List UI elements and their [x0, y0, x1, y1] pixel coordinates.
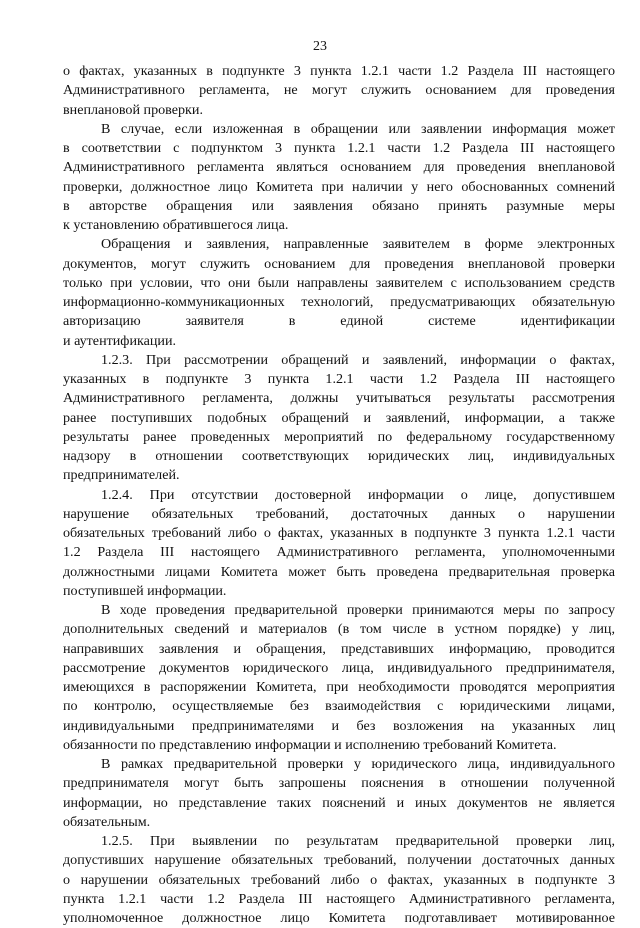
text-line: допустивших нарушение обязательных требований, получении достаточных данных	[63, 852, 615, 869]
text-line: результаты ранее проведенных мероприятий по федеральному государственному	[63, 428, 615, 445]
text-line: Административного регламента, должны учитываться результаты рассмотрения	[63, 390, 615, 407]
text-line: уполномоченное должностное лицо Комитета подготавливает мотивированное	[63, 910, 615, 926]
text-line: имеющихся в распоряжении Комитета, при необходимости проводятся мероприятия	[63, 679, 615, 695]
paragraph	[63, 235, 615, 351]
text-line: проверки, должностное лицо Комитета при наличии у него обоснованных сомнений	[63, 178, 615, 195]
text-line: внеплановой проверки.	[63, 101, 203, 118]
text-line: дополнительных сведений и материалов (в том числе в устном порядке) у лиц,	[63, 621, 615, 638]
paragraph	[63, 601, 615, 755]
text-line: направивших заявления и обращения, представивших информацию, проводится	[63, 640, 615, 657]
paragraph	[63, 832, 615, 928]
text-line: обязательным.	[63, 813, 151, 830]
text-line: Административного регламента, не могут служить основанием для проведения	[63, 82, 615, 99]
text-line: пункта 1.2.1 части 1.2 Раздела III настоящего Административного регламента,	[63, 890, 615, 907]
text-line: документов, могут служить основанием для проведения внеплановой проверки	[63, 255, 615, 272]
paragraph	[63, 351, 615, 486]
text-line: в авторстве обращения или заявления обязано принять разумные меры	[63, 197, 615, 214]
document-body	[63, 62, 615, 928]
paragraph	[63, 120, 615, 236]
paragraph	[63, 486, 615, 602]
text-line: поступившей информации.	[63, 582, 227, 599]
text-line: Административного регламента являться основанием для проведения внеплановой	[63, 159, 615, 176]
text-line: индивидуальными предпринимателями и без возложения на указанных лиц	[63, 717, 615, 734]
text-line: должностными лицами Комитета может быть проведена предварительная проверка	[63, 563, 615, 580]
text-line: рассмотрение документов юридического лица, индивидуального предпринимателя,	[63, 659, 615, 676]
text-line: В рамках предварительной проверки у юридического лица, индивидуального	[101, 756, 615, 772]
paragraph	[63, 755, 615, 832]
text-line: авторизацию заявителя в единой системе идентификации	[63, 313, 615, 330]
text-line: В ходе проведения предварительной проверки принимаются меры по запросу	[101, 602, 615, 618]
text-line: 1.2.5. При выявлении по результатам предварительной проверки лиц,	[101, 833, 615, 849]
text-line: надзору в отношении соответствующих юридических лиц, индивидуальных	[63, 448, 615, 464]
text-line: только при условии, что они были направлены заявителем с использованием средств	[63, 274, 615, 291]
text-line: 1.2 Раздела III настоящего Административного регламента, уполномоченными	[63, 544, 615, 561]
text-line: о нарушении обязательных требований либо о фактах, указанных в подпункте 3	[63, 871, 615, 888]
text-line: о фактах, указанных в подпункте 3 пункта 1.2.1 части 1.2 Раздела III настоящего	[63, 63, 615, 79]
text-line: 1.2.3. При рассмотрении обращений и заявлений, информации о фактах,	[101, 351, 615, 368]
text-line: ранее поступивших подобных обращений и заявлений, информации, а также	[63, 409, 615, 426]
text-line: предпринимателя могут быть запрошены пояснения в отношении полученной	[63, 775, 615, 792]
text-line: к установлению обратившегося лица.	[63, 217, 289, 233]
text-line: 1.2.4. При отсутствии достоверной информации о лице, допустившем	[101, 486, 615, 503]
text-line: информации, но представление таких пояснений и иных документов не является	[63, 794, 615, 811]
text-line: В случае, если изложенная в обращении или заявлении информация может	[101, 120, 615, 137]
paragraph	[63, 62, 615, 120]
text-line: указанных в подпункте 3 пункта 1.2.1 части 1.2 Раздела III настоящего	[63, 371, 615, 387]
text-line: в соответствии с подпунктом 3 пункта 1.2.1 части 1.2 Раздела III настоящего	[63, 140, 615, 156]
text-line: по контролю, осуществляемые без взаимодействия с юридическими лицами,	[63, 698, 615, 715]
text-line: предпринимателей.	[63, 467, 180, 484]
page-number: 23	[313, 39, 327, 54]
text-line: информационно-коммуникационных технологий, предусматривающих обязательную	[63, 294, 615, 310]
text-line: нарушение обязательных требований, достаточных данных о нарушении	[63, 505, 615, 522]
text-line: обязанности по представлению информации и исполнению требований Комитета.	[63, 736, 557, 753]
text-line: обязательных требований либо о фактах, указанных в подпункте 3 пункта 1.2.1 части	[63, 525, 615, 541]
text-line: и аутентификации.	[63, 332, 177, 349]
text-line: Обращения и заявления, направленные заявителем в форме электронных	[101, 236, 615, 253]
